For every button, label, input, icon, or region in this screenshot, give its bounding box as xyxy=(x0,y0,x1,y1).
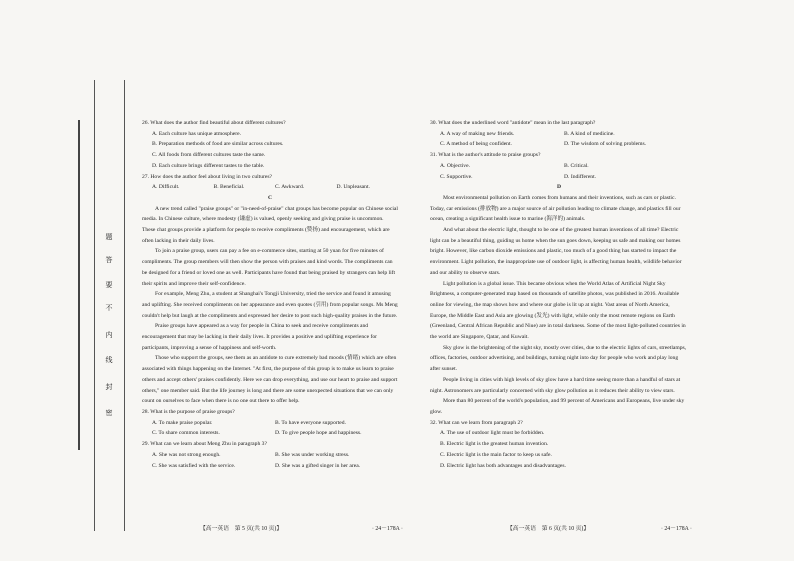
answer-option: B. Beneficial. xyxy=(213,184,245,191)
answer-option: D. Electric light has both advantages and disadvantages. xyxy=(440,462,566,469)
question: 28. What is the purpose of praise groups? xyxy=(142,408,235,415)
passage-paragraph: People living in cities with high levels of sky glow have a hard time seeing more than a handful of stars at night. Astronomers are particularly concerned with sky glow pollution as it reduces their ability to view stars. xyxy=(430,376,681,394)
passage-paragraph: Light pollution is a global issue. This became obvious when the World Atlas of Artificial Night Sky Brightness, a computer-generated map based on thousands of satellite photos, was published in 2016. Available online for viewing, the map shows how and where our globe is lit up at night. Vast areas of North America, Europe, the Middle East and Asia are glowing (发光) with light, while only the most remote regions on Earth (Greenland, Central African Republic and Niue) are in total darkness. Some of the most light-polluted countries in the world are Singapore, Qatar, and Kuwait. xyxy=(430,280,686,341)
passage-paragraph: For example, Meng Zhu, a student at Shanghai's Tongji University, tried the service and found it amusing and uplifting. She received compliments on her appearance and even quotes (引用) from popular songs. Ms Meng couldn't help but laugh at the compliments and expressed her desire to post such high-quality praises in the future. xyxy=(142,291,398,319)
section-heading: D xyxy=(556,184,562,191)
answer-option: C. All foods from different cultures taste the same. xyxy=(152,152,266,159)
answer-option: D. Each culture brings different tastes to the table. xyxy=(152,162,265,169)
footer-left-label: 【高一英语 第 5 页(共 10 页)】 xyxy=(200,526,283,532)
page-6-column xyxy=(430,118,688,471)
option-row xyxy=(142,182,398,193)
answer-option: D. Indifferent. xyxy=(564,173,597,180)
question: 31. What is the author's attitude to praise groups? xyxy=(430,152,541,159)
answer-option: A. She was not strong enough. xyxy=(152,451,221,458)
option-row xyxy=(430,129,688,140)
seal-char: 线 xyxy=(105,356,113,364)
passage-paragraph: More than 80 percent of the world's population, and 99 percent of Americans and Europeans, live under sky glow. xyxy=(430,398,685,415)
answer-option: A. Each culture has unique atmosphere. xyxy=(152,130,242,137)
answer-option: A. Difficult. xyxy=(152,184,180,191)
option-row xyxy=(142,450,398,461)
answer-option: D. Unpleasant. xyxy=(336,184,370,191)
option-row xyxy=(142,428,398,439)
answer-option: A. To make praise popular. xyxy=(152,419,213,426)
page-5-column xyxy=(142,118,398,471)
passage-paragraph: To join a praise group, users can pay a fee on e-commerce sites, starting at 50 yuan for five minutes of compliments. The group members will then show the person with praises and kind words. The compliments can be designed for a friend or loved one as well. Participants have found that being praised by strangers can help lift their spirits and improve their self-confidence. xyxy=(142,248,396,287)
answer-option: C. Awkward. xyxy=(275,184,305,191)
passage-paragraph: Praise groups have appeared as a way for people in China to seek and receive compliments and encouragement that may be lacking in their daily lives. It provides a positive and uplifting experience for participants, improving a sense of happiness and self-worth. xyxy=(142,323,378,351)
seal-char: 密 xyxy=(105,409,113,417)
answer-option: B. Critical. xyxy=(564,162,589,169)
question: 27. How does the author feel about living in two cultures? xyxy=(142,173,273,180)
answer-option: A. The use of outdoor light must be forbidden. xyxy=(440,430,545,437)
seal-char: 题 xyxy=(105,233,113,241)
answer-option: C. To share common interests. xyxy=(152,430,220,437)
seal-char: 内 xyxy=(105,331,113,339)
binding-line xyxy=(124,80,125,531)
option-row xyxy=(430,161,688,172)
option-row xyxy=(430,172,688,183)
scan-edge xyxy=(78,120,80,450)
passage-paragraph: A new trend called "praise groups" or "in-need-of-praise" chat groups has become popular on Chinese social media. In Chinese culture, where modesty (谦虚) is valued, openly seeking and giving praise is uncommon. These chat groups provide a platform for people to receive compliments (赞扬) and encouragement, which are often lacking in their daily lives. xyxy=(142,205,398,244)
answer-option: C. A method of being confident. xyxy=(440,141,512,148)
passage-paragraph: Those who support the groups, see them as an antidote to cure extremely bad moods (情绪) which are often associated with things happening on the Internet. "At first, the purpose of this group is to make us learn to praise others and accept others' praises confidently. Here we can drop everything, and use our heart to praise and support others," one member said. But the life journey is long and there are some unexpected situations that we can only count on ourselves to face when there is no one out there to offer help. xyxy=(142,355,398,405)
answer-option: A. A way of making new friends. xyxy=(440,130,515,137)
answer-option: D. To give people hope and happiness. xyxy=(275,430,362,437)
answer-option: B. To have everyone supported. xyxy=(275,419,346,426)
option-row xyxy=(142,461,398,472)
question: 29. What can we learn about Meng Zhu in paragraph 3? xyxy=(142,441,267,448)
seal-char: 不 xyxy=(105,304,113,312)
passage-paragraph: Most environmental pollution on Earth comes from humans and their inventions, such as cars or plastic. Today, car emissions (排放物) are a major source of air pollution leading to climate change, and plastics fill our ocean, creating a significant health issue to marine (海洋的) animals. xyxy=(430,194,681,223)
section-heading: C xyxy=(267,194,273,201)
footer-right-code: · 24－178A · xyxy=(661,526,692,532)
answer-option: C. Electric light is the main factor to keep us safe. xyxy=(440,451,552,458)
seal-char: 答 xyxy=(105,256,113,264)
answer-option: B. Electric light is the greatest human invention. xyxy=(440,441,549,448)
footer-left-code: · 24－178A · xyxy=(372,526,403,532)
seal-char: 封 xyxy=(105,383,113,391)
answer-option: B. Preparation methods of food are similar across cultures. xyxy=(152,141,284,148)
answer-option: A. Objective. xyxy=(440,162,470,169)
option-row xyxy=(430,139,688,150)
passage-paragraph: And what about the electric light, thought to be one of the greatest human inventions of all time? Electric light can be a beautiful thing, guiding us home when the sun goes down, keeping us safe and making our homes bright. However, like carbon dioxide emissions and plastic, too much of a good thing has started to impact the environment. Light pollution, the inappropriate use of outdoor light, is affecting human health, wildlife behavior and our ability to observe stars. xyxy=(430,227,682,276)
answer-option: C. Supportive. xyxy=(440,173,473,180)
binding-line xyxy=(94,80,95,531)
answer-option: B. A kind of medicine. xyxy=(564,130,615,137)
footer-right-label: 【高一英语 第 6 页(共 10 页)】 xyxy=(507,526,590,532)
option-row xyxy=(142,418,398,429)
answer-option: B. She was under working stress. xyxy=(275,451,350,458)
answer-option: D. The wisdom of solving problems. xyxy=(564,141,647,148)
question: 32. What can we learn from paragraph 2? xyxy=(430,419,523,426)
question: 30. What does the underlined word "antidote" mean in the last paragraph? xyxy=(430,120,596,126)
passage-paragraph: Sky glow is the brightening of the night sky, mostly over cities, due to the electric lights of cars, streetlamps, offices, factories, outdoor advertising, and buildings, turning night into day for people who work and play long after sunset. xyxy=(430,344,687,373)
question: 26. What does the author find beautiful about different cultures? xyxy=(142,120,286,126)
seal-char: 要 xyxy=(105,281,113,289)
answer-option: C. She was satisfied with the service. xyxy=(152,462,236,469)
answer-option: D. She was a gifted singer in her area. xyxy=(275,462,361,469)
